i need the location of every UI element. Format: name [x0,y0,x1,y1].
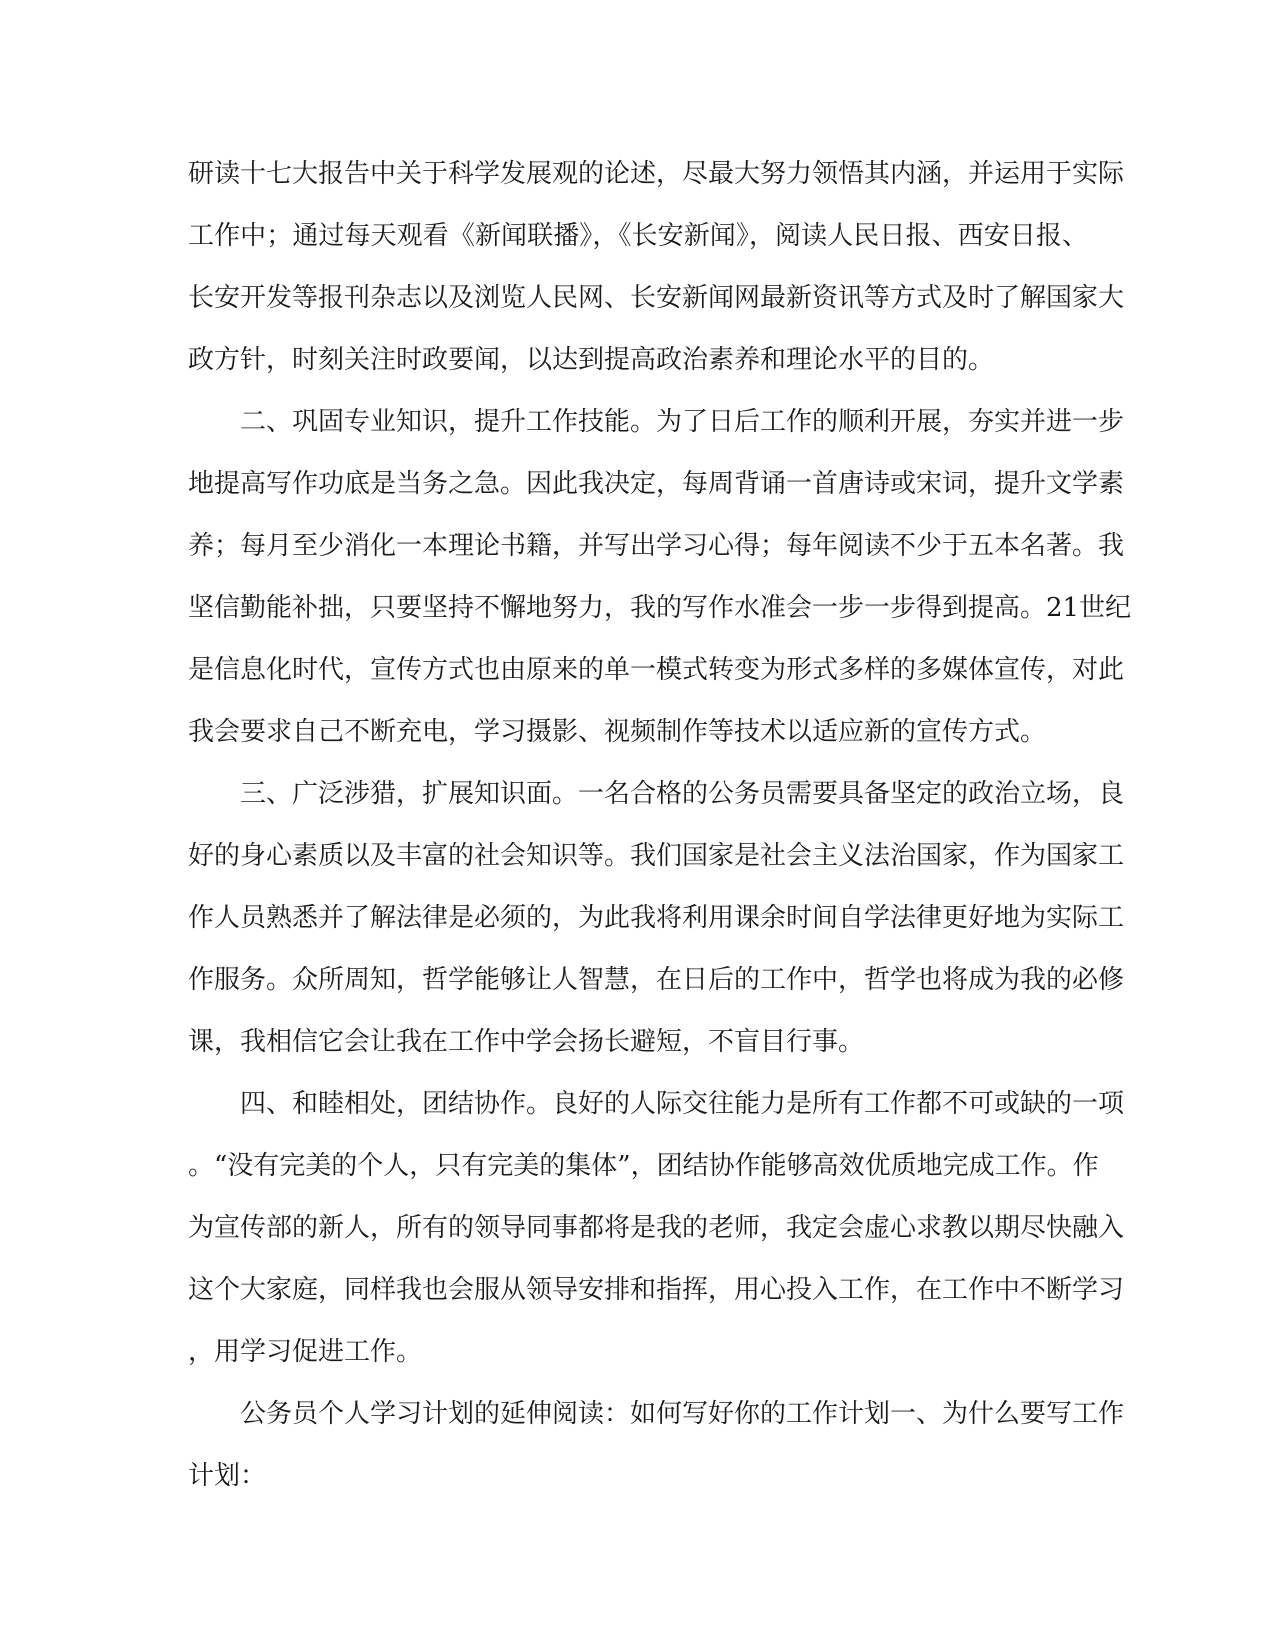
paragraph-3 [188,763,1125,1073]
text-line: 坚信勤能补拙，只要坚持不懈地努力，我的写作水准会一步一步得到提高。21世纪 [188,593,1132,623]
text-line: 。“没有完美的个人，只有完美的集体”，团结协作能够高效优质地完成工作。作 [188,1151,1099,1181]
text-line: 地提高写作功底是当务之急。因此我决定，每周背诵一首唐诗或宋词，提升文学素 [188,469,1125,499]
paragraph-1 [188,143,1125,391]
text-line: 好的身心素质以及丰富的社会知识等。我们国家是社会主义法治国家，作为国家工 [188,841,1125,871]
text-line: 课，我相信它会让我在工作中学会扬长避短，不盲目行事。 [188,1027,865,1057]
text-line: 公务员个人学习计划的延伸阅读：如何写好你的工作计划一、为什么要写工作 [240,1399,1125,1429]
text-line: 工作中；通过每天观看《新闻联播》，《长安新闻》，阅读人民日报、西安日报、 [188,221,1088,251]
text-line: 为宣传部的新人，所有的领导同事都将是我的老师，我定会虚心求教以期尽快融入 [188,1213,1125,1243]
text-line: 三、广泛涉猎，扩展知识面。一名合格的公务员需要具备坚定的政治立场，良 [240,779,1125,809]
text-line: 四、和睦相处，团结协作。良好的人际交往能力是所有工作都不可或缺的一项 [240,1089,1125,1119]
text-line: ，用学习促进工作。 [188,1337,423,1367]
text-line: 养；每月至少消化一本理论书籍，并写出学习心得；每年阅读不少于五本名著。我 [188,531,1125,561]
text-line: 我会要求自己不断充电，学习摄影、视频制作等技术以适应新的宣传方式。 [188,717,1047,747]
text-line: 这个大家庭，同样我也会服从领导安排和指挥，用心投入工作，在工作中不断学习 [188,1275,1125,1305]
text-line: 计划： [188,1461,267,1491]
text-line: 作服务。众所周知，哲学能够让人智慧，在日后的工作中，哲学也将成为我的必修 [188,965,1125,995]
paragraph-4 [188,1073,1125,1383]
text-line: 作人员熟悉并了解法律是必须的，为此我将利用课余时间自学法律更好地为实际工 [188,903,1125,933]
paragraph-2 [188,391,1132,763]
document-body [188,143,1132,1507]
text-line: 长安开发等报刊杂志以及浏览人民网、长安新闻网最新资讯等方式及时了解国家大 [188,283,1125,313]
text-line: 是信息化时代，宣传方式也由原来的单一模式转变为形式多样的多媒体宣传，对此 [188,655,1125,685]
text-line: 二、巩固专业知识，提升工作技能。为了日后工作的顺利开展，夯实并进一步 [240,407,1125,437]
paragraph-5 [188,1383,1125,1507]
text-line: 政方针，时刻关注时政要闻，以达到提高政治素养和理论水平的目的。 [188,345,995,375]
text-line: 研读十七大报告中关于科学发展观的论述，尽最大努力领悟其内涵，并运用于实际 [188,159,1125,189]
